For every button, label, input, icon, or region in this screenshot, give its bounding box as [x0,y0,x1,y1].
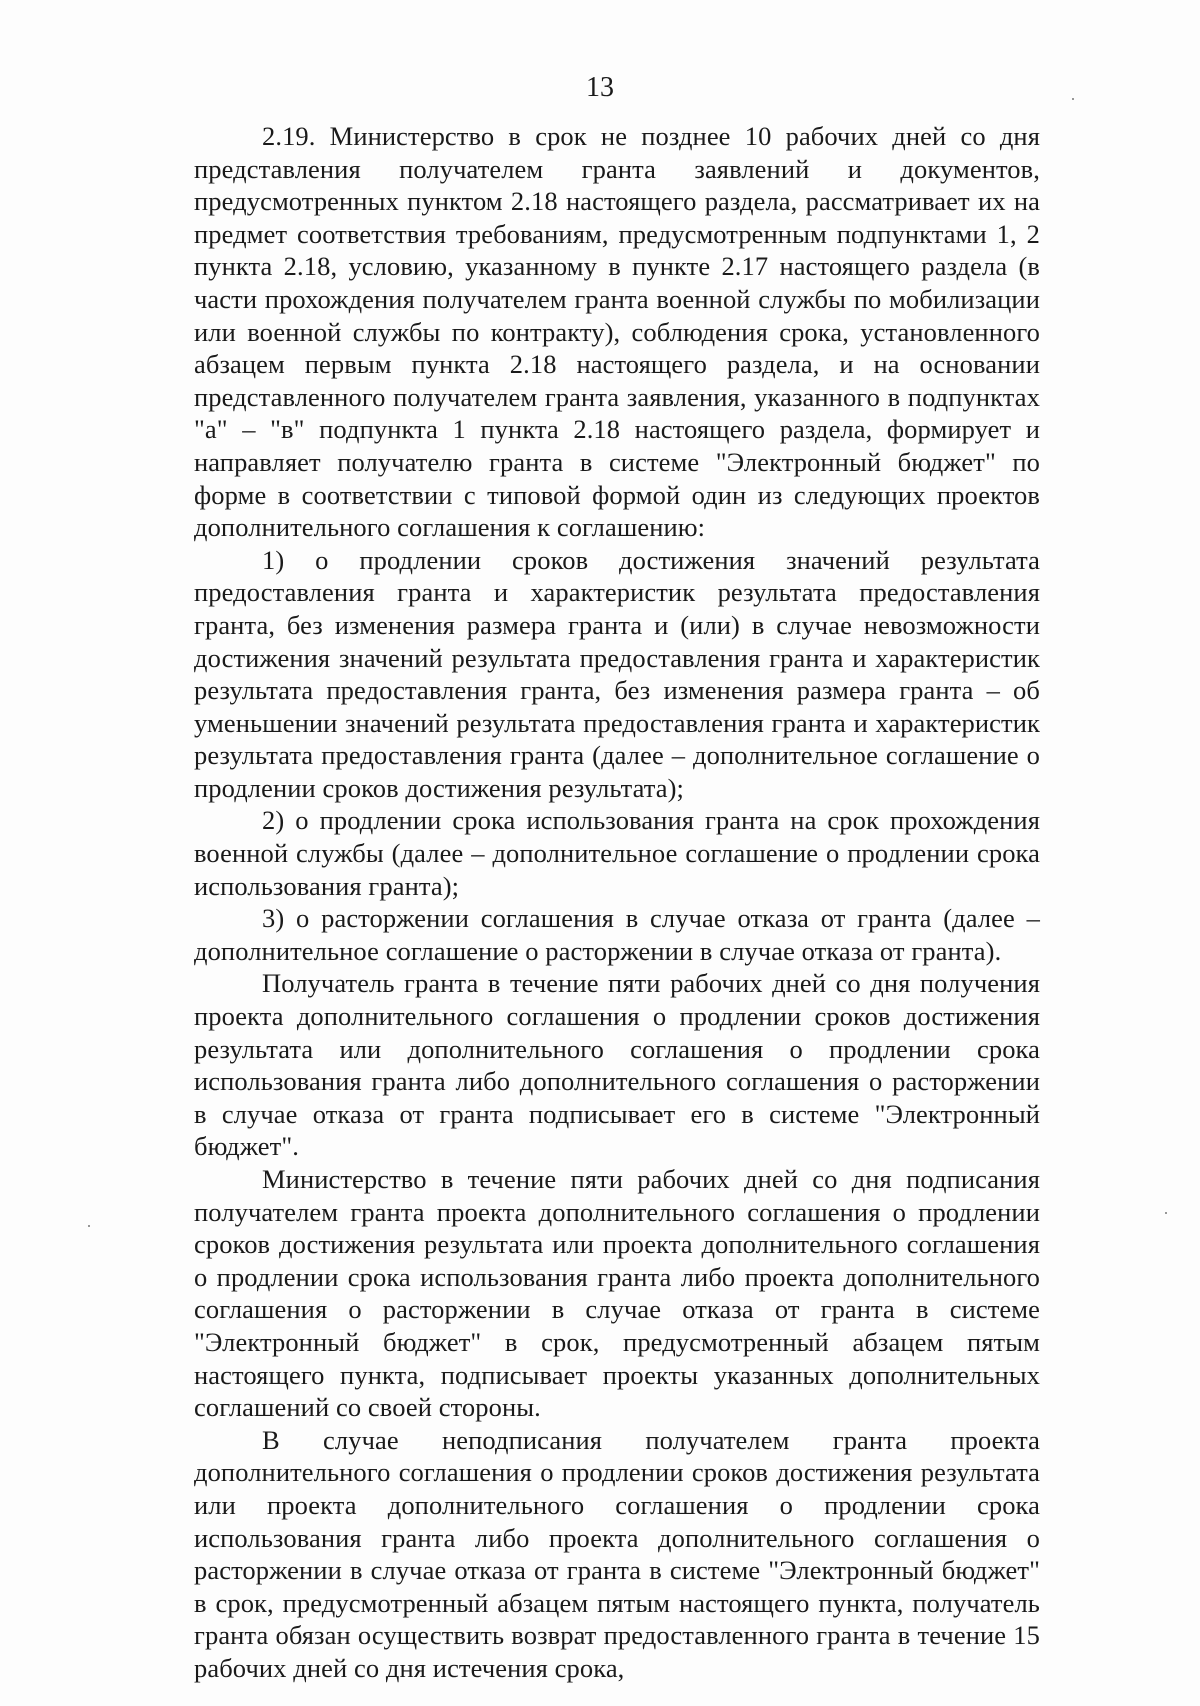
scan-speck [1165,1212,1167,1214]
page-number: 13 [586,72,614,103]
list-item-2: 2) о продлении срока использования гранта на срок прохождения военной службы (далее – дополнительное соглашение о продлении срока использования гранта); [194,805,1040,901]
paragraph-2-19: 2.19. Министерство в срок не позднее 10 рабочих дней со дня представления получателем гранта заявлений и документов, предусмотренных пунктом 2.18 настоящего раздела, рассматривает их на предмет соответствия требованиям, предусмотренным подпунктами 1, 2 пункта 2.18, условию, указанному в пункте 2.17 настоящего раздела (в части прохождения получателем гранта военной службы по мобилизации или военной службы по контракту), соблюдения срока, установленного абзацем первым пункта 2.18 настоящего раздела, и на основании представленного получателем гранта заявления, указанного в подпунктах "а" – "в" подпункта 1 пункта 2.18 настоящего раздела, формирует и направляет получателю гранта в системе "Электронный бюджет" по форме в соответствии с типовой формой один из следующих проектов дополнительного соглашения к соглашению: [194,121,1040,543]
paragraph-non-signing: В случае неподписания получателем гранта проекта дополнительного соглашения о продлении сроков достижения результата или проекта дополнительного соглашения о продлении срока использования гранта либо проекта дополнительного соглашения о расторжении в случае отказа от гранта в системе "Электронный бюджет" в срок, предусмотренный абзацем пятым настоящего пункта, получатель гранта обязан осуществить возврат предоставленного гранта в течение 15 рабочих дней со дня истечения срока, [194,1424,1040,1683]
scan-speck [1072,98,1074,100]
list-item-3: 3) о расторжении соглашения в случае отказа от гранта (далее – дополнительное соглашение о расторжении в случае отказа от гранта). [194,903,1040,966]
paragraph-recipient-signing: Получатель гранта в течение пяти рабочих дней со дня получения проекта дополнительного соглашения о продлении сроков достижения результата или дополнительного соглашения о продлении срока использования гранта либо дополнительного соглашения о расторжении в случае отказа от гранта подписывает его в системе "Электронный бюджет". [194,968,1040,1162]
paragraph-ministry-signing: Министерство в течение пяти рабочих дней со дня подписания получателем гранта проекта дополнительного соглашения о продлении сроков достижения результата или проекта дополнительного соглашения о продлении срока использования гранта либо проекта дополнительного соглашения о расторжении в случае отказа от гранта в системе "Электронный бюджет" в срок, предусмотренный абзацем пятым настоящего пункта, подписывает проекты указанных дополнительных соглашений со своей стороны. [194,1164,1040,1423]
document-body [194,120,1040,1685]
scan-speck [88,1225,90,1227]
list-item-1: 1) о продлении сроков достижения значений результата предоставления гранта и характеристик результата предоставления гранта, без изменения размера гранта и (или) в случае невозможности достижения значений результата предоставления гранта и характеристик результата предоставления гранта, без изменения размера гранта – об уменьшении значений результата предоставления гранта и характеристик результата предоставления гранта (далее – дополнительное соглашение о продлении сроков достижения результата); [194,544,1040,803]
